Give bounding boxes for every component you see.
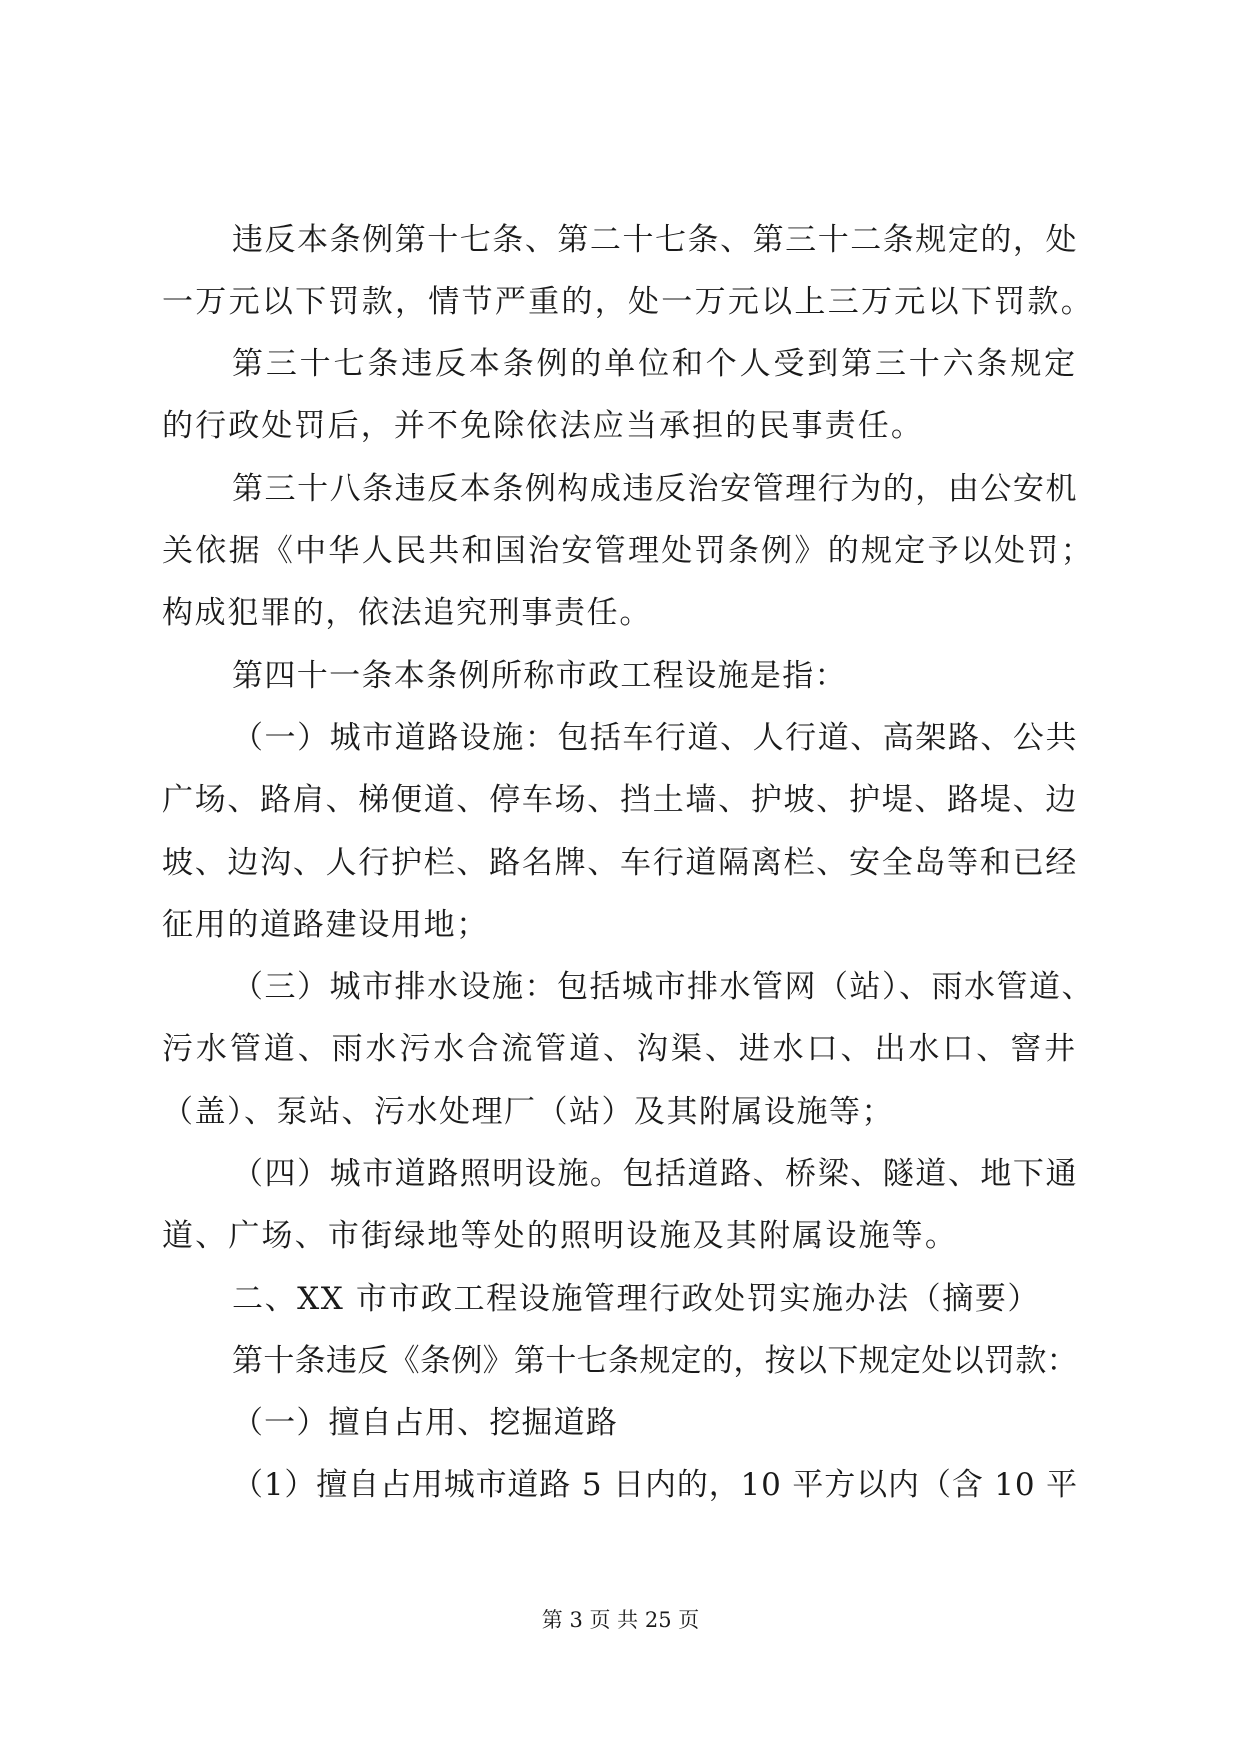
- text-line: （1）擅自占用城市道路 5 日内的，10 平方以内（含 10 平: [232, 1467, 1078, 1503]
- text-line: （三）城市排水设施：包括城市排水管网（站）、雨水管道、: [232, 969, 1094, 1005]
- text-line: 第十条违反《条例》第十七条规定的，按以下规定处以罚款：: [232, 1343, 1078, 1379]
- text-line: （一）城市道路设施：包括车行道、人行道、高架路、公共: [232, 720, 1078, 756]
- text-line: 道、广场、市街绿地等处的照明设施及其附属设施等。: [162, 1218, 958, 1254]
- text-line: 广场、路肩、梯便道、停车场、挡土墙、护坡、护堤、路堤、边: [162, 782, 1078, 818]
- text-line: 征用的道路建设用地；: [162, 907, 489, 943]
- text-line: 第三十七条违反本条例的单位和个人受到第三十六条规定: [232, 346, 1078, 382]
- text-line: 一万元以下罚款，情节严重的，处一万元以上三万元以下罚款。: [162, 284, 1094, 320]
- text-line: （四）城市道路照明设施。包括道路、桥梁、隧道、地下通: [232, 1156, 1078, 1192]
- text-line: 第四十一条本条例所称市政工程设施是指：: [232, 658, 847, 694]
- text-line: 坡、边沟、人行护栏、路名牌、车行道隔离栏、安全岛等和已经: [162, 845, 1078, 881]
- text-line: 污水管道、雨水污水合流管道、沟渠、进水口、出水口、窨井: [162, 1031, 1078, 1067]
- text-line: 的行政处罚后，并不免除依法应当承担的民事责任。: [162, 408, 924, 444]
- text-line: 关依据《中华人民共和国治安管理处罚条例》的规定予以处罚；: [162, 533, 1094, 569]
- text-line: （盖）、泵站、污水处理厂（站）及其附属设施等；: [162, 1094, 894, 1130]
- page-number-footer: 第 3 页 共 25 页: [541, 1608, 700, 1632]
- text-line: 构成犯罪的，依法追究刑事责任。: [162, 595, 652, 631]
- text-line: 违反本条例第十七条、第二十七条、第三十二条规定的，处: [232, 222, 1078, 258]
- text-line: 第三十八条违反本条例构成违反治安管理行为的，由公安机: [232, 471, 1078, 507]
- text-line: （一）擅自占用、挖掘道路: [232, 1405, 618, 1441]
- text-line: 二、XX 市市政工程设施管理行政处罚实施办法（摘要）: [232, 1281, 1040, 1317]
